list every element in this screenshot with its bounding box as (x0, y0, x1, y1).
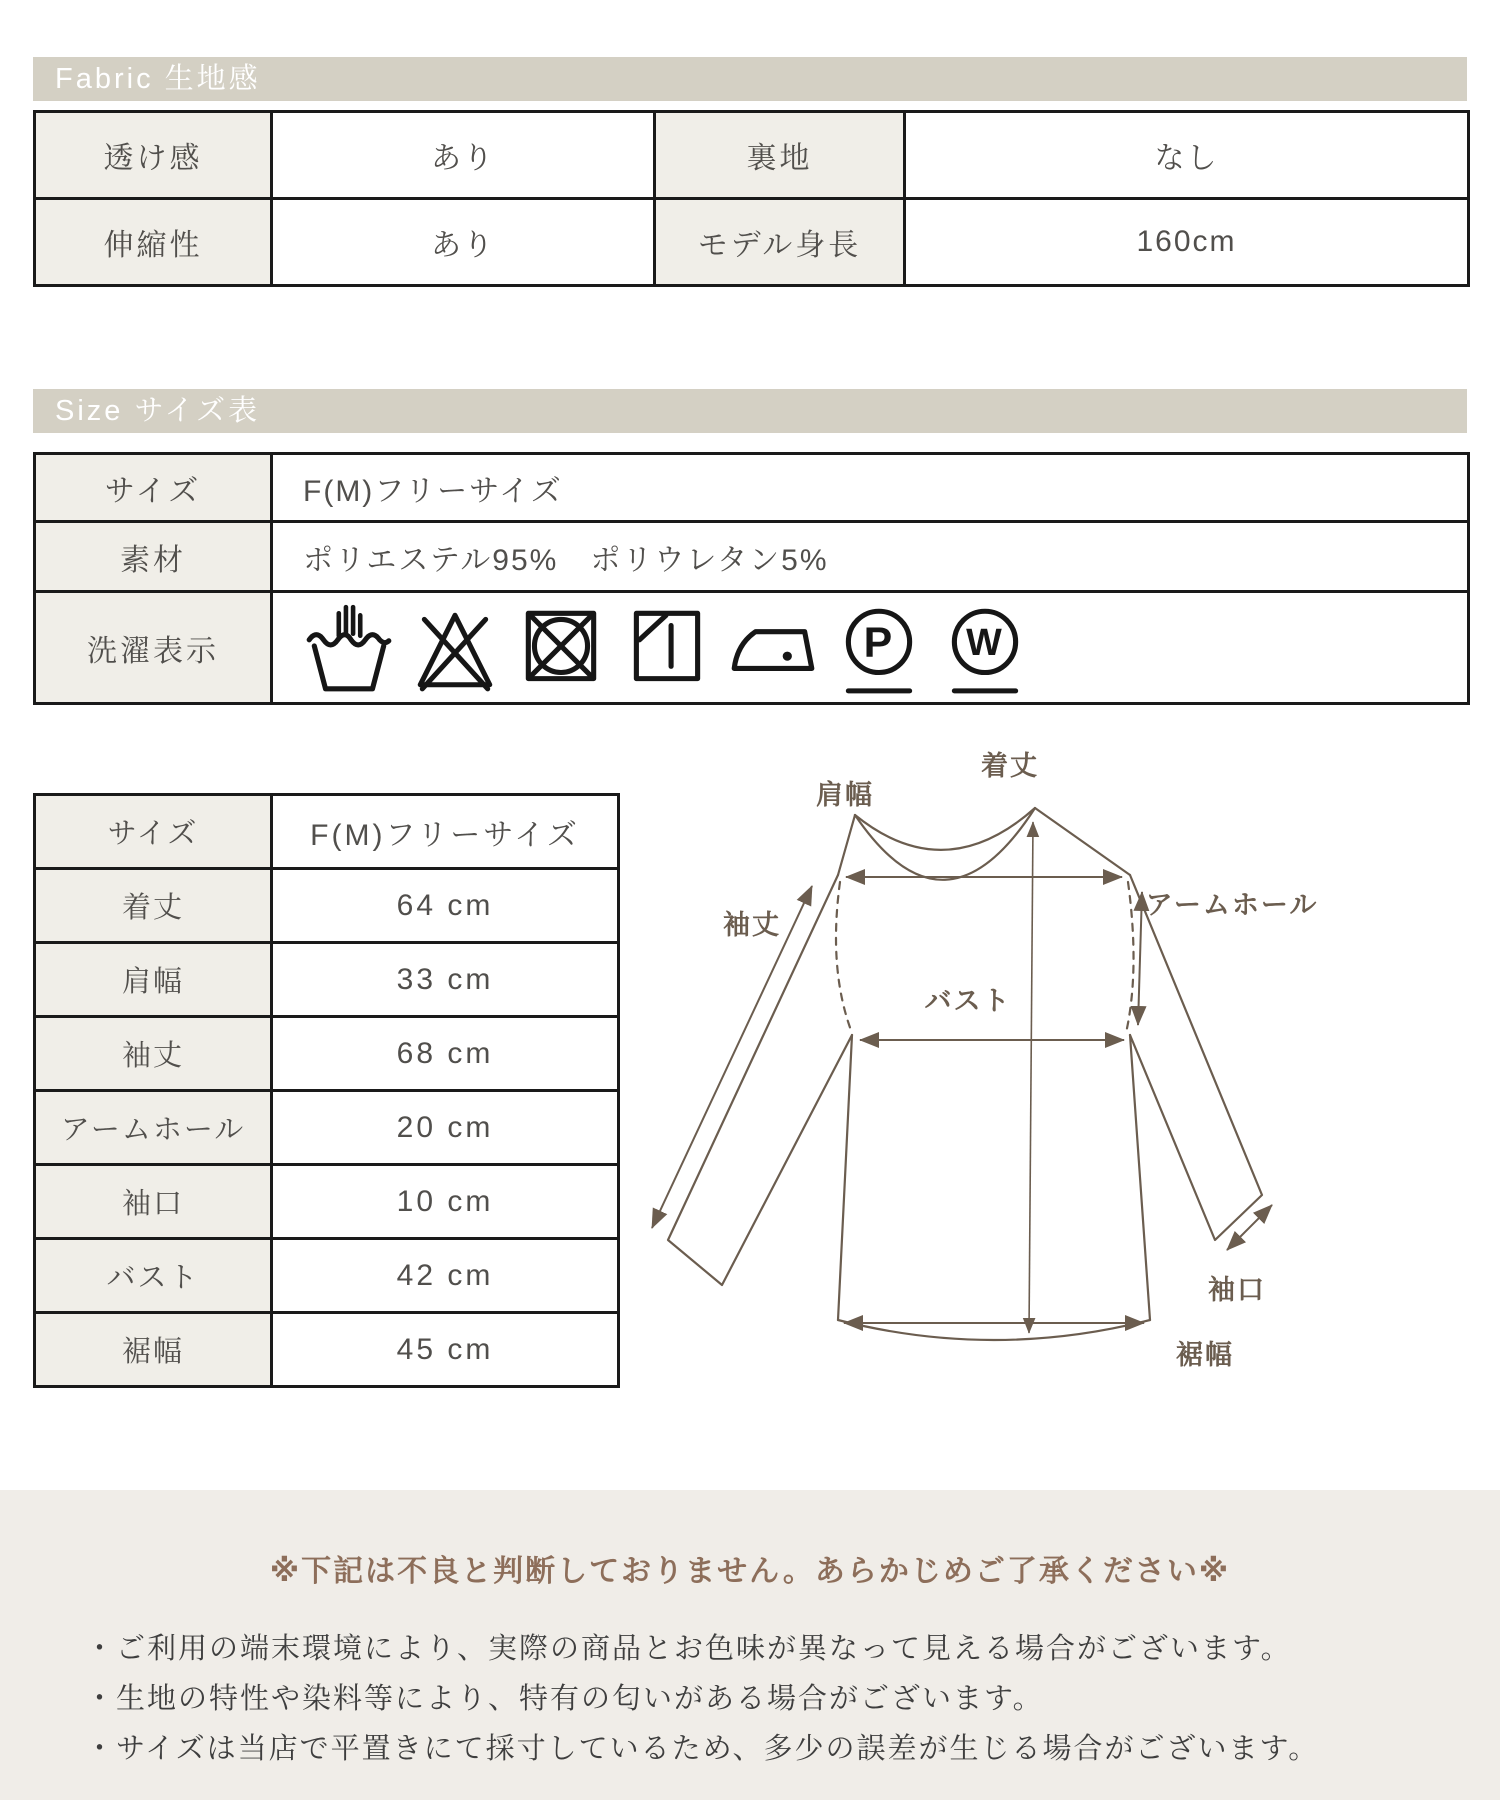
fabric-table-row (35, 112, 1469, 199)
notes-list (85, 1624, 1500, 1774)
wet-clean-letter: W (966, 621, 1004, 664)
fabric-value-lining: なし (905, 112, 1469, 199)
iron-low-heat-icon (727, 599, 819, 697)
size-info-value-material: ポリエステル95% ポリウレタン5% (272, 522, 1469, 592)
length-arrow (1029, 822, 1033, 1333)
notes-item: ・サイズは当店で平置きにて採寸しているため、多少の誤差が生じる場合がございます。 (85, 1733, 1320, 1765)
measurement-value-cuff: 10 cm (272, 1165, 619, 1239)
measurement-row (35, 869, 619, 943)
care-symbols-row (35, 592, 1469, 704)
measurement-label-cuff: 袖口 (35, 1165, 272, 1239)
care-symbols-cell (272, 592, 1469, 704)
diagram-label-length: 着丈 (981, 751, 1039, 781)
measurement-value-sleeve: 68 cm (272, 1017, 619, 1091)
fabric-value-sheerness: あり (272, 112, 655, 199)
measurement-row (35, 1017, 619, 1091)
measurement-label-length: 着丈 (35, 869, 272, 943)
size-info-value-size: F(M)フリーサイズ (272, 454, 1469, 522)
no-bleach-icon (409, 599, 501, 697)
size-info-label-material: 素材 (35, 522, 272, 592)
measurements-header-row (35, 795, 619, 869)
diagram-label-hem: 裾幅 (1176, 1340, 1234, 1370)
care-symbols-label: 洗濯表示 (35, 592, 272, 704)
measurements-header-value: F(M)フリーサイズ (272, 795, 619, 869)
fabric-section-header: Fabric 生地感 (33, 57, 1467, 101)
fabric-label-lining: 裏地 (655, 112, 905, 199)
diagram-label-shoulder: 肩幅 (816, 780, 874, 810)
measurement-row (35, 1091, 619, 1165)
measurement-value-shoulder: 33 cm (272, 943, 619, 1017)
fabric-label-stretch: 伸縮性 (35, 199, 272, 286)
dry-clean-p-icon (833, 599, 925, 697)
measurement-value-bust: 42 cm (272, 1239, 619, 1313)
fabric-value-stretch: あり (272, 199, 655, 286)
care-icons (303, 599, 1467, 697)
line-dry-in-shade-icon (621, 599, 713, 697)
measurement-row (35, 1165, 619, 1239)
fabric-table (33, 110, 1470, 287)
hand-wash-icon (303, 599, 395, 697)
cuff-arrow (1227, 1205, 1272, 1250)
notes-section (0, 1490, 1500, 1800)
diagram-label-armhole: アームホール (1145, 890, 1319, 920)
measurement-label-armhole: アームホール (35, 1091, 272, 1165)
measurement-row (35, 1313, 619, 1387)
fabric-table-row (35, 199, 1469, 286)
size-section-header: Size サイズ表 (33, 389, 1467, 433)
diagram-label-cuff: 袖口 (1208, 1275, 1266, 1305)
measurement-value-hem: 45 cm (272, 1313, 619, 1387)
size-info-table (33, 452, 1470, 705)
measurement-value-armhole: 20 cm (272, 1091, 619, 1165)
notes-item: ・ご利用の端末環境により、実際の商品とお色味が異なって見える場合がございます。 (85, 1633, 1292, 1665)
diagram-label-sleeve: 袖丈 (723, 910, 781, 940)
notes-item: ・生地の特性や染料等により、特有の匂いがある場合がございます。 (85, 1683, 1044, 1715)
garment-diagram (640, 740, 1340, 1420)
dry-clean-letter: P (863, 618, 895, 667)
measurement-row (35, 943, 619, 1017)
size-info-row (35, 454, 1469, 522)
armhole-arrow (1138, 892, 1142, 1025)
measurement-label-shoulder: 肩幅 (35, 943, 272, 1017)
measurements-table (33, 793, 620, 1388)
measurement-row (35, 1239, 619, 1313)
no-tumble-dry-icon (515, 599, 607, 697)
measurements-header-label: サイズ (35, 795, 272, 869)
measurement-label-bust: バスト (35, 1239, 272, 1313)
fabric-value-model-height: 160cm (905, 199, 1469, 286)
measurement-label-sleeve: 袖丈 (35, 1017, 272, 1091)
diagram-label-bust: バスト (924, 986, 1012, 1016)
measurement-label-hem: 裾幅 (35, 1313, 272, 1387)
wet-clean-w-icon (939, 599, 1031, 697)
notes-title: ※下記は不良と判断しておりません。あらかじめご了承ください※ (269, 1555, 1231, 1588)
size-info-row (35, 522, 1469, 592)
measurement-value-length: 64 cm (272, 869, 619, 943)
size-info-label-size: サイズ (35, 454, 272, 522)
fabric-label-model-height: モデル身長 (655, 199, 905, 286)
garment-outline (668, 808, 1262, 1340)
fabric-label-sheerness: 透け感 (35, 112, 272, 199)
